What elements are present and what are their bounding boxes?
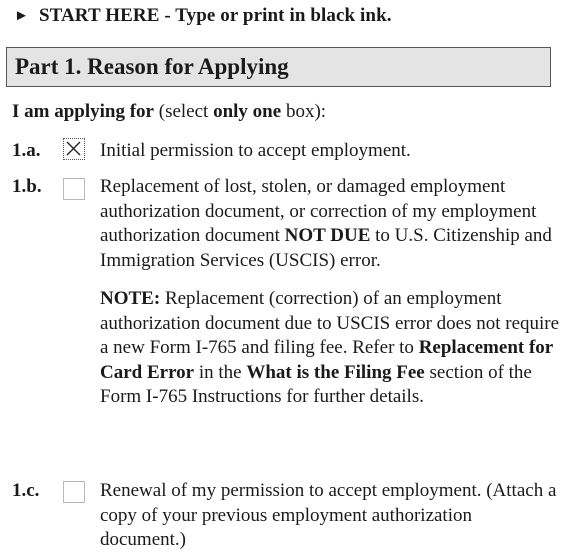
start-here-text: START HERE - Type or print in black ink. bbox=[38, 5, 392, 26]
play-arrow-icon: ► bbox=[14, 8, 29, 24]
instruction-mid: (select bbox=[154, 101, 214, 122]
part1-title: Part 1. Reason for Applying bbox=[15, 54, 289, 79]
item-1b-number: 1.b. bbox=[12, 176, 42, 197]
note-filing-fee: What is the Filing Fee bbox=[246, 361, 425, 383]
item-1b-checkbox[interactable] bbox=[63, 178, 85, 200]
item-1b-text-part1: Replacement of lost, stolen, or damaged employment authorization document, or correction of my employment authorization document bbox=[100, 176, 537, 246]
note-text2: in the bbox=[194, 361, 247, 383]
not-due-emphasis: NOT DUE bbox=[284, 225, 371, 246]
instruction-lead: I am applying for bbox=[12, 101, 154, 122]
checkmark-x-icon bbox=[66, 141, 81, 156]
item-1a-label: Initial permission to accept employment. bbox=[100, 140, 411, 161]
item-1c-number: 1.c. bbox=[12, 480, 40, 501]
item-1c-label: Renewal of my permission to accept employment. (Attach a copy of your previous employment authorization document.) bbox=[100, 480, 557, 550]
instruction-tail: box): bbox=[281, 101, 327, 122]
item-1a-number: 1.a. bbox=[12, 140, 41, 161]
note-replacement-card-error: Replacement for Card Error bbox=[100, 337, 553, 383]
note-label: NOTE: bbox=[100, 288, 161, 309]
instruction-only-one: only one bbox=[213, 101, 282, 122]
item-1a-checkbox[interactable] bbox=[63, 138, 85, 160]
start-here-line bbox=[14, 5, 392, 27]
item-1b-note bbox=[100, 287, 560, 410]
part1-header bbox=[6, 47, 551, 87]
item-1b-text bbox=[100, 175, 560, 273]
note-text1: Replacement (correction) of an employment authorization document due to USCIS error does not require a new Form I-765 and filing fee. Refer to bbox=[100, 288, 560, 358]
note-text3: section of the Form I-765 Instructions for further details. bbox=[100, 361, 532, 407]
applying-for-instruction bbox=[12, 101, 326, 123]
item-1c-checkbox[interactable] bbox=[63, 481, 85, 503]
item-1b-label bbox=[100, 175, 560, 410]
item-1b-text-part2: to U.S. Citizenship and Immigration Services (USCIS) error. bbox=[100, 225, 552, 271]
